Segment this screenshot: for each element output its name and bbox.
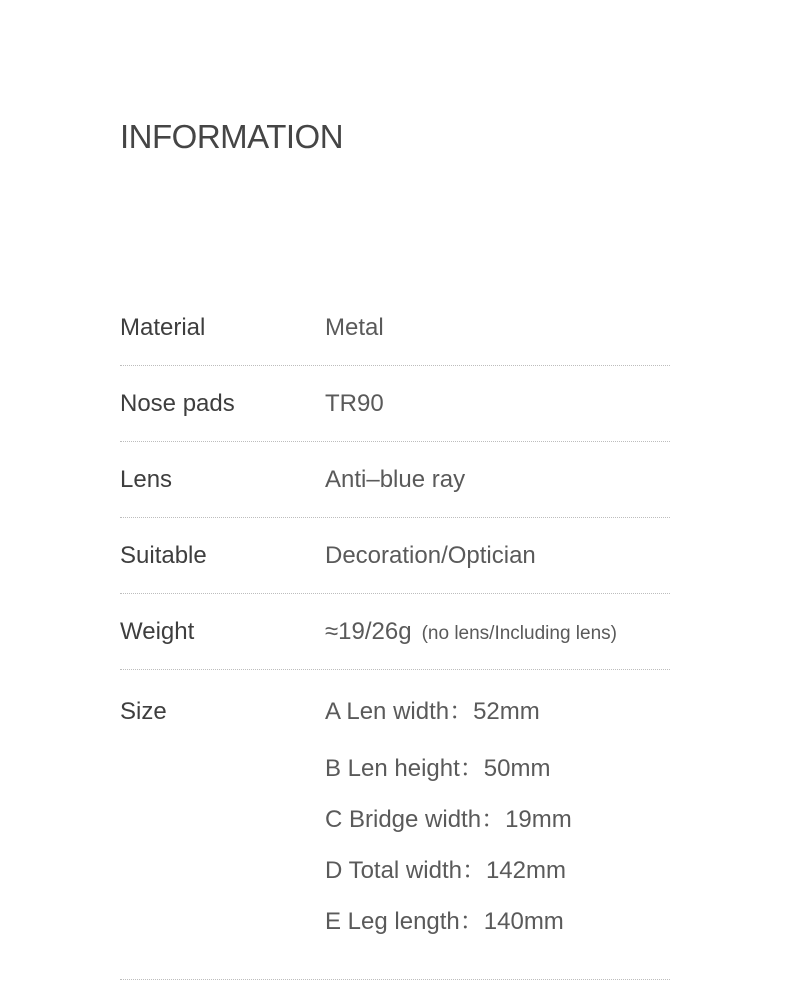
spec-label: Nose pads — [120, 389, 235, 417]
spec-label: Size — [120, 698, 167, 725]
spec-value: TR90 — [325, 389, 384, 417]
weight-note: (no lens/Including lens) — [421, 622, 617, 644]
weight-value: ≈19/26g — [325, 617, 412, 645]
spec-label: Material — [120, 313, 206, 341]
page-title: INFORMATION — [120, 118, 344, 155]
spec-row-material — [120, 290, 670, 366]
spec-value — [325, 618, 617, 646]
size-list — [325, 692, 572, 947]
spec-table — [120, 290, 670, 980]
size-item-bridge-width: C Bridge width：19mm — [325, 806, 572, 833]
spec-value: Anti–blue ray — [325, 465, 466, 493]
size-item-total-width: D Total width：142mm — [325, 857, 566, 884]
spec-label: Lens — [120, 465, 173, 493]
size-item-len-width: A Len width：52mm — [325, 698, 540, 725]
size-item-len-height: B Len height：50mm — [325, 755, 551, 782]
spec-value: Decoration/Optician — [325, 541, 536, 569]
size-item-leg-length: E Leg length：140mm — [325, 908, 564, 935]
spec-row-nose-pads — [120, 366, 670, 442]
spec-row-size — [120, 670, 670, 980]
spec-label: Weight — [120, 617, 195, 645]
spec-label: Suitable — [120, 541, 207, 569]
spec-row-weight — [120, 594, 670, 670]
spec-value: Metal — [325, 313, 384, 341]
spec-row-suitable — [120, 518, 670, 594]
spec-row-lens — [120, 442, 670, 518]
